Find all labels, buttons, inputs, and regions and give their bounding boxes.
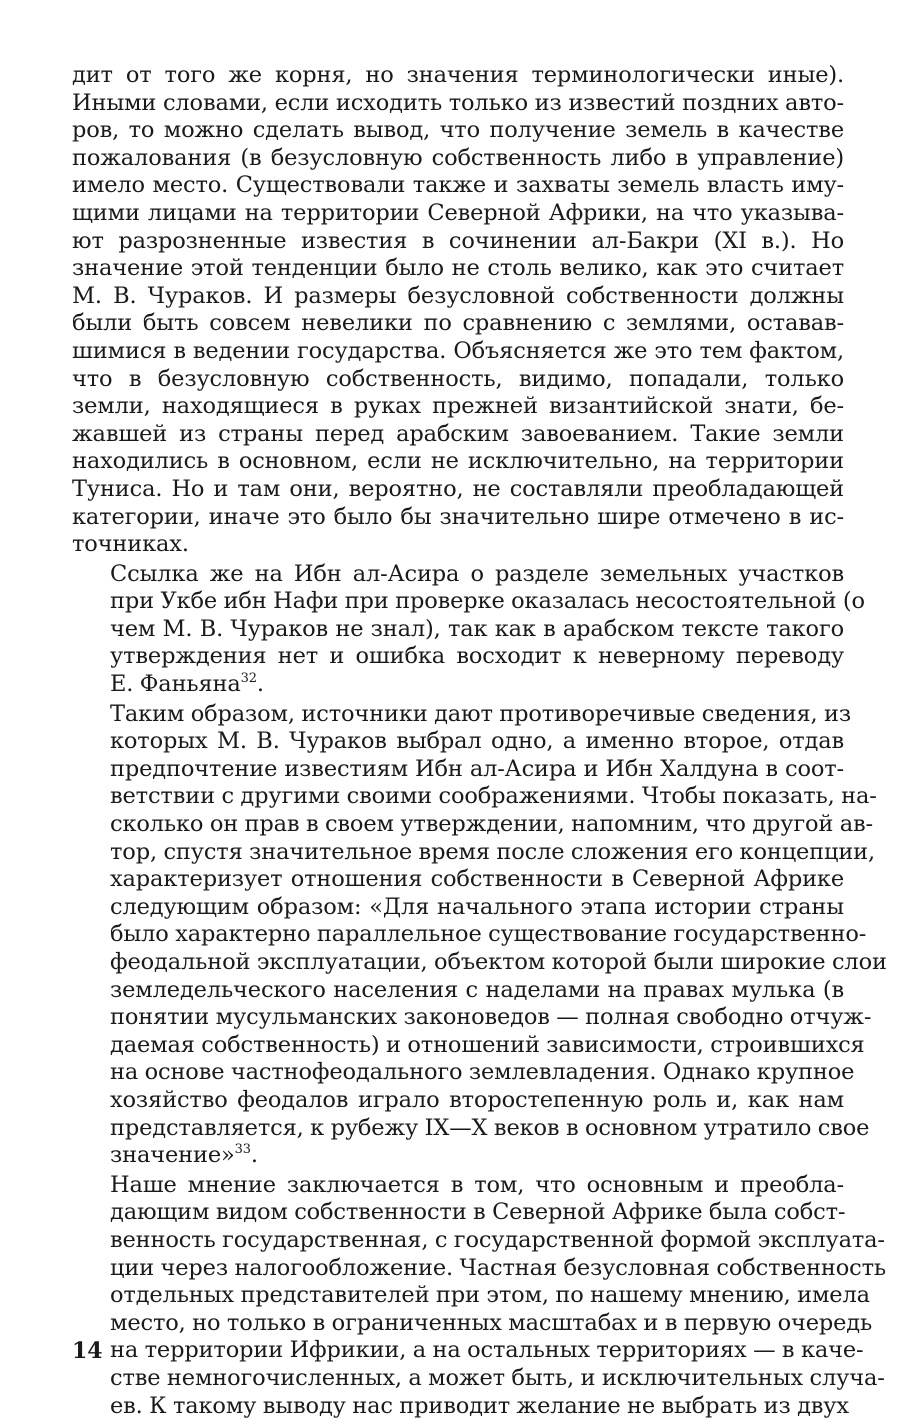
text-line: дит от того же корня, но значения терминологически иные). xyxy=(72,62,844,90)
text-line: находились в основном, если не исключительно, на территории xyxy=(72,448,844,476)
text-line: значение этой тенденции было не столь велико, как это считает xyxy=(72,255,844,283)
page-number: 14 xyxy=(72,1338,103,1364)
text-line: ют разрозненные известия в сочинении ал-Бакри (XI в.). Но xyxy=(72,228,844,256)
text-line: на основе частнофеодального землевладения. Однако крупное xyxy=(72,1059,844,1087)
text-line: Таким образом, источники дают противоречивые сведения, из xyxy=(72,701,844,729)
text-line: точниках. xyxy=(72,531,844,559)
text-line: земледельческого населения с наделами на правах мулька (в xyxy=(72,977,844,1005)
text-line: место, но только в ограниченных масштабах и в первую очередь xyxy=(72,1310,844,1338)
line-tail: . xyxy=(257,671,264,697)
footnote-ref: 32 xyxy=(241,671,257,686)
paragraph-4 xyxy=(72,1172,844,1420)
text-line: М. В. Чураков. И размеры безусловной собственности должны xyxy=(72,283,844,311)
text-line xyxy=(72,671,844,699)
text-line: следующим образом: «Для начального этапа истории страны xyxy=(72,894,844,922)
line-text: Е. Фаньяна xyxy=(110,671,241,697)
text-line: были быть совсем невелики по сравнению с землями, оставав- xyxy=(72,310,844,338)
text-line: ции через налогообложение. Частная безусловная собственность xyxy=(72,1255,844,1283)
page-text xyxy=(72,62,844,1420)
text-line: Иными словами, если исходить только из известий поздних авто- xyxy=(72,90,844,118)
text-line: на территории Ифрикии, а на остальных территориях — в каче- xyxy=(72,1337,844,1365)
text-line: венность государственная, с государственной формой эксплуата- xyxy=(72,1227,844,1255)
line-tail: . xyxy=(251,1142,258,1168)
text-line xyxy=(72,1142,844,1170)
text-line: Наше мнение заключается в том, что основным и преобла- xyxy=(72,1172,844,1200)
text-line: Ссылка же на Ибн ал-Асира о разделе земельных участков xyxy=(72,561,844,589)
text-line: шимися в ведении государства. Объясняется же это тем фактом, xyxy=(72,338,844,366)
text-line: ров, то можно сделать вывод, что получение земель в качестве xyxy=(72,117,844,145)
text-line: Туниса. Но и там они, вероятно, не составляли преобладающей xyxy=(72,476,844,504)
text-line: хозяйство феодалов играло второстепенную роль и, как нам xyxy=(72,1087,844,1115)
text-line: даемая собственность) и отношений зависимости, строившихся xyxy=(72,1032,844,1060)
text-line: имело место. Существовали также и захваты земель власть иму- xyxy=(72,172,844,200)
text-line: стве немногочисленных, а может быть, и исключительных случа- xyxy=(72,1365,844,1393)
text-line: представляется, к рубежу IX—X веков в основном утратило свое xyxy=(72,1115,844,1143)
text-line: отдельных представителей при этом, по нашему мнению, имела xyxy=(72,1282,844,1310)
text-line: феодальной эксплуатации, объектом которой были широкие слои xyxy=(72,949,844,977)
text-line: сколько он прав в своем утверждении, напомним, что другой ав- xyxy=(72,811,844,839)
text-line: щими лицами на территории Северной Африки, на что указыва- xyxy=(72,200,844,228)
text-line: жавшей из страны перед арабским завоеванием. Такие земли xyxy=(72,421,844,449)
text-line: дающим видом собственности в Северной Африке была собст- xyxy=(72,1199,844,1227)
text-line: было характерно параллельное существование государственно- xyxy=(72,921,844,949)
text-line: чем М. В. Чураков не знал), так как в арабском тексте такого xyxy=(72,616,844,644)
text-line: категории, иначе это было бы значительно шире отмечено в ис- xyxy=(72,504,844,532)
text-line: понятии мусульманских законоведов — полная свободно отчуж- xyxy=(72,1004,844,1032)
text-line: ветствии с другими своими соображениями. Чтобы показать, на- xyxy=(72,783,844,811)
text-line: предпочтение известиям Ибн ал-Асира и Ибн Халдуна в соот- xyxy=(72,756,844,784)
text-line: характеризует отношения собственности в Северной Африке xyxy=(72,866,844,894)
footnote-ref: 33 xyxy=(235,1142,251,1157)
line-text: значение» xyxy=(110,1142,235,1168)
text-line: земли, находящиеся в руках прежней византийской знати, бе- xyxy=(72,393,844,421)
text-line: утверждения нет и ошибка восходит к неверному переводу xyxy=(72,643,844,671)
text-line: пожалования (в безусловную собственность либо в управление) xyxy=(72,145,844,173)
paragraph-3 xyxy=(72,701,844,1170)
text-line: которых М. В. Чураков выбрал одно, а именно второе, отдав xyxy=(72,728,844,756)
text-line: что в безусловную собственность, видимо, попадали, только xyxy=(72,366,844,394)
paragraph-1 xyxy=(72,62,844,559)
text-line: тор, спустя значительное время после сложения его концепции, xyxy=(72,839,844,867)
text-line: при Укбе ибн Нафи при проверке оказалась несостоятельной (о xyxy=(72,588,844,616)
paragraph-2 xyxy=(72,561,844,699)
text-line: ев. К такому выводу нас приводит желание не выбрать из двух xyxy=(72,1393,844,1420)
